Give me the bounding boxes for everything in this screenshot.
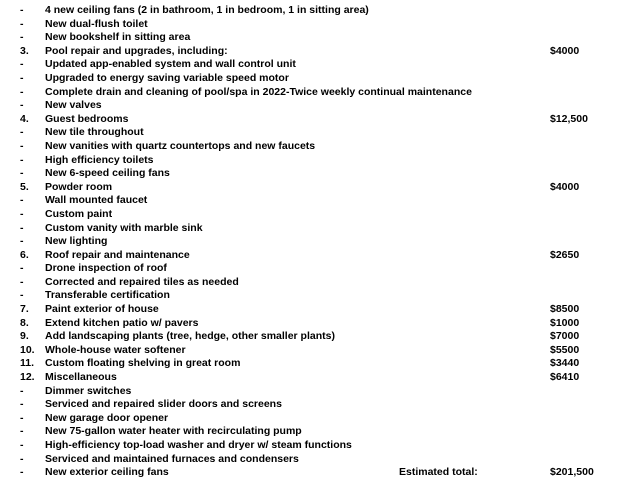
total-label: Estimated total: bbox=[399, 466, 478, 479]
item-description: Guest bedrooms bbox=[45, 112, 129, 125]
item-description: New 75-gallon water heater with recirculating pump bbox=[45, 425, 302, 438]
list-item bbox=[0, 412, 640, 426]
total-amount: $201,500 bbox=[550, 466, 594, 479]
item-description: Complete drain and cleaning of pool/spa in 2022-Twice weekly continual maintenance bbox=[45, 85, 472, 98]
item-description: High efficiency toilets bbox=[45, 153, 154, 166]
list-item bbox=[0, 398, 640, 412]
item-number: 7. bbox=[20, 303, 29, 316]
bullet-dash: - bbox=[20, 167, 24, 180]
list-item bbox=[0, 276, 640, 290]
item-cost: $1000 bbox=[550, 316, 580, 329]
list-item bbox=[0, 4, 640, 18]
item-description: Corrected and repaired tiles as needed bbox=[45, 275, 239, 288]
list-item bbox=[0, 357, 640, 371]
list-item bbox=[0, 453, 640, 467]
item-cost: $4000 bbox=[550, 180, 580, 193]
list-item bbox=[0, 113, 640, 127]
item-description: Extend kitchen patio w/ pavers bbox=[45, 316, 199, 329]
item-description: High-efficiency top-load washer and dryer w/ steam functions bbox=[45, 439, 352, 451]
bullet-dash: - bbox=[20, 439, 24, 451]
item-description: Wall mounted faucet bbox=[45, 194, 148, 207]
list-item bbox=[0, 18, 640, 32]
item-description: New vanities with quartz countertops and new faucets bbox=[45, 139, 316, 152]
item-description: Custom vanity with marble sink bbox=[45, 221, 203, 234]
list-item bbox=[0, 58, 640, 72]
list-item bbox=[0, 385, 640, 399]
item-description: New exterior ceiling fans bbox=[45, 466, 169, 479]
list-item bbox=[0, 466, 640, 480]
bullet-dash: - bbox=[20, 384, 24, 397]
list-item bbox=[0, 330, 640, 344]
item-description: Serviced and repaired slider doors and screens bbox=[45, 398, 282, 411]
list-item bbox=[0, 208, 640, 222]
bullet-dash: - bbox=[20, 425, 24, 438]
item-description: New valves bbox=[45, 99, 102, 112]
list-item bbox=[0, 154, 640, 168]
bullet-dash: - bbox=[20, 466, 24, 479]
item-description: Upgraded to energy saving variable speed motor bbox=[45, 71, 289, 84]
item-description: Miscellaneous bbox=[45, 371, 117, 384]
item-cost: $3440 bbox=[550, 357, 580, 370]
list-item bbox=[0, 439, 640, 453]
item-number: 5. bbox=[20, 180, 29, 193]
bullet-dash: - bbox=[20, 99, 24, 112]
item-description: Roof repair and maintenance bbox=[45, 248, 190, 261]
bullet-dash: - bbox=[20, 126, 24, 139]
item-description: Add landscaping plants (tree, hedge, other smaller plants) bbox=[45, 330, 335, 343]
bullet-dash: - bbox=[20, 58, 24, 71]
list-item bbox=[0, 194, 640, 208]
bullet-dash: - bbox=[20, 85, 24, 98]
item-number: 10. bbox=[20, 343, 35, 356]
item-description: New tile throughout bbox=[45, 126, 144, 139]
list-item bbox=[0, 31, 640, 45]
list-item bbox=[0, 262, 640, 276]
bullet-dash: - bbox=[20, 71, 24, 84]
bullet-dash: - bbox=[20, 139, 24, 152]
item-description: New dual-flush toilet bbox=[45, 17, 148, 30]
list-item bbox=[0, 317, 640, 331]
list-item bbox=[0, 289, 640, 303]
bullet-dash: - bbox=[20, 4, 24, 16]
item-number: 11. bbox=[20, 357, 35, 370]
list-item bbox=[0, 344, 640, 358]
bullet-dash: - bbox=[20, 235, 24, 248]
bullet-dash: - bbox=[20, 194, 24, 207]
list-item bbox=[0, 99, 640, 113]
bullet-dash: - bbox=[20, 17, 24, 30]
list-item bbox=[0, 72, 640, 86]
item-description: Custom floating shelving in great room bbox=[45, 357, 241, 370]
item-description: New 6-speed ceiling fans bbox=[45, 167, 170, 180]
list-item bbox=[0, 126, 640, 140]
list-item bbox=[0, 425, 640, 439]
bullet-dash: - bbox=[20, 207, 24, 220]
item-description: New garage door opener bbox=[45, 411, 169, 424]
bullet-dash: - bbox=[20, 452, 24, 465]
item-description: 4 new ceiling fans (2 in bathroom, 1 in bedroom, 1 in sitting area) bbox=[45, 4, 369, 16]
bullet-dash: - bbox=[20, 31, 24, 44]
list-item bbox=[0, 371, 640, 385]
item-description: Whole-house water softener bbox=[45, 343, 186, 356]
list-item bbox=[0, 45, 640, 59]
bullet-dash: - bbox=[20, 398, 24, 411]
item-number: 3. bbox=[20, 44, 29, 57]
list-item bbox=[0, 249, 640, 263]
item-cost: $7000 bbox=[550, 330, 580, 343]
bullet-dash: - bbox=[20, 275, 24, 288]
item-description: Powder room bbox=[45, 180, 113, 193]
item-description: Transferable certification bbox=[45, 289, 170, 302]
item-cost: $6410 bbox=[550, 371, 580, 384]
item-description: New lighting bbox=[45, 235, 108, 248]
item-description: Paint exterior of house bbox=[45, 303, 159, 316]
list-item bbox=[0, 86, 640, 100]
list-item bbox=[0, 222, 640, 236]
list-item bbox=[0, 181, 640, 195]
bullet-dash: - bbox=[20, 411, 24, 424]
item-cost: $4000 bbox=[550, 44, 580, 57]
item-cost: $12,500 bbox=[550, 112, 588, 125]
bullet-dash: - bbox=[20, 262, 24, 275]
list-item bbox=[0, 140, 640, 154]
item-description: Serviced and maintained furnaces and condensers bbox=[45, 452, 299, 465]
item-number: 9. bbox=[20, 330, 29, 343]
list-item bbox=[0, 167, 640, 181]
item-cost: $8500 bbox=[550, 303, 580, 316]
list-item bbox=[0, 235, 640, 249]
list-item bbox=[0, 303, 640, 317]
item-cost: $2650 bbox=[550, 248, 580, 261]
item-description: Custom paint bbox=[45, 207, 113, 220]
bullet-dash: - bbox=[20, 289, 24, 302]
item-description: Drone inspection of roof bbox=[45, 262, 167, 275]
renovation-list bbox=[0, 4, 640, 480]
item-description: Dimmer switches bbox=[45, 384, 132, 397]
item-number: 8. bbox=[20, 316, 29, 329]
item-description: Pool repair and upgrades, including: bbox=[45, 44, 228, 57]
item-number: 6. bbox=[20, 248, 29, 261]
bullet-dash: - bbox=[20, 153, 24, 166]
item-description: New bookshelf in sitting area bbox=[45, 31, 191, 44]
item-description: Updated app-enabled system and wall control unit bbox=[45, 58, 296, 71]
item-cost: $5500 bbox=[550, 343, 580, 356]
item-number: 4. bbox=[20, 112, 29, 125]
item-number: 12. bbox=[20, 371, 35, 384]
bullet-dash: - bbox=[20, 221, 24, 234]
